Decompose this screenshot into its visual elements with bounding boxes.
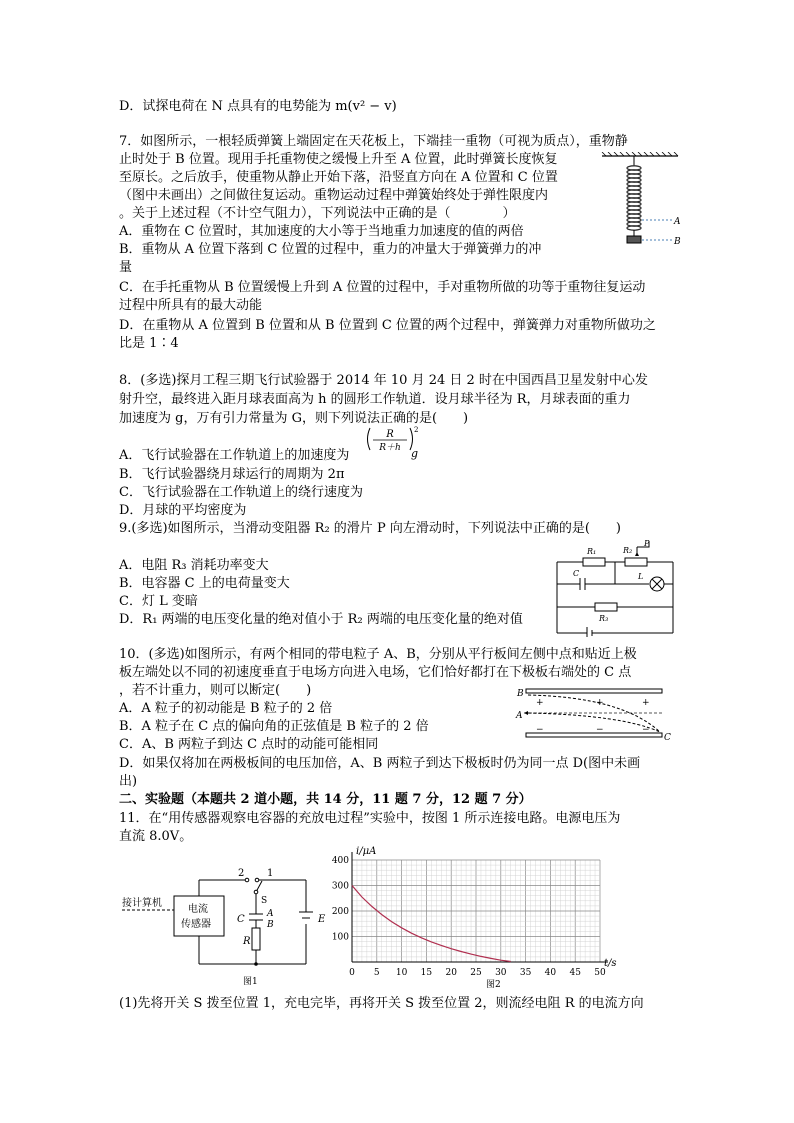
switch-s-label: S (261, 896, 268, 906)
q8-option-b: B．飞行试验器绕月球运行的周期为 2π (119, 467, 345, 482)
minus-sign: − (642, 725, 650, 735)
plus-sign: + (642, 698, 650, 708)
computer-label: 接计算机 (122, 898, 162, 909)
y-tick-label: 400 (331, 856, 349, 866)
q8-option-d: D．月球的平均密度为 (119, 503, 247, 518)
section2-heading: 二、实验题（本题共 2 道小题，共 14 分，11 题 7 分，12 题 7 分） (119, 792, 532, 807)
q7-stem-line: 至原长。之后放手，使重物从静止开始下落，沿竖直方向在 A 位置和 C 位置 (119, 170, 558, 185)
q9-option-b: B．电容器 C 上的电荷量变大 (119, 576, 290, 591)
q9-option-c: C．灯 L 变暗 (119, 594, 198, 609)
label-b: B (674, 237, 681, 247)
position-2-label: 2 (238, 868, 245, 879)
q11-part1: (1)先将开关 S 拨至位置 1，充电完毕，再将开关 S 拨至位置 2，则流经电阻 R 的电流方向 (119, 996, 644, 1011)
x-tick-label: 50 (594, 968, 606, 978)
battery-e-label: E (318, 914, 326, 925)
minus-sign: − (536, 725, 544, 735)
q7-option-b-cont: 量 (119, 260, 133, 275)
x-tick-label: 25 (470, 968, 482, 978)
weight-block (627, 236, 641, 243)
q7-option-c-cont: 过程中所具有的最大动能 (119, 298, 263, 313)
q10-option-a: A．A 粒子的初动能是 B 粒子的 2 倍 (119, 701, 333, 716)
y-tick-label: 200 (331, 907, 349, 917)
y-tick-label: 300 (331, 881, 349, 892)
sensor-label: 电流 (188, 904, 208, 915)
q7-option-d: D．在重物从 A 位置到 B 位置和从 B 位置到 C 位置的两个过程中，弹簧弹力对重物所做功之 (119, 318, 656, 333)
q9-circuit-figure (553, 537, 683, 637)
x-tick-label: 0 (349, 968, 355, 978)
capacitor-c-label: C (237, 914, 245, 925)
q11-stem-line: 直流 8.0V。 (119, 829, 193, 844)
q9-option-d: D．R₁ 两端的电压变化量的绝对值小于 R₂ 两端的电压变化量的绝对值 (119, 612, 523, 627)
x-tick-label: 15 (420, 968, 433, 978)
q6-option-d: D．试探电荷在 N 点具有的电势能为 m(v² − v) (119, 99, 397, 114)
x-tick-label: 40 (544, 968, 557, 978)
formula-numerator: R (386, 429, 394, 440)
q8-stem-line: 8．(多选)探月工程三期飞行试验器于 2014 年 10 月 24 日 2 时在中国西昌卫星发射中心发 (119, 373, 648, 388)
label-l: L (638, 572, 644, 581)
q10-option-d-cont: 出) (119, 774, 138, 789)
formula-g: g (411, 447, 419, 460)
plate-a-label: A (267, 909, 274, 919)
y-tick-label: 100 (331, 932, 349, 943)
q10-option-d: D．如果仅将加在两极板间的电压加倍，A、B 两粒子到达下极板时仍为同一点 D(图中未画 (119, 756, 641, 771)
q8-option-a: A．飞行试验器在工作轨道上的加速度为 (119, 448, 350, 463)
q10-option-b: B．A 粒子在 C 点的偏向角的正弦值是 B 粒子的 2 倍 (119, 719, 429, 734)
q10-option-c: C．A、B 两粒子到达 C 点时的动能可能相同 (119, 737, 379, 752)
formula-exponent: 2 (414, 426, 419, 434)
label-r1: R₁ (587, 547, 597, 556)
x-tick-label: 45 (569, 968, 581, 978)
label-a: A (516, 711, 523, 721)
fig2-caption: 图2 (486, 980, 501, 990)
q10-plates-figure (512, 685, 677, 747)
formula-denominator: R＋h (379, 443, 401, 453)
plus-sign: + (596, 698, 604, 708)
x-tick-label: 5 (373, 968, 380, 978)
chart-xlabel: t/s (604, 958, 617, 969)
x-tick-label: 35 (519, 968, 532, 978)
fig1-caption: 图1 (243, 977, 258, 987)
label-b: B (517, 689, 524, 699)
q7-stem-line: 7．如图所示，一根轻质弹簧上端固定在天花板上，下端挂一重物（可视为质点），重物静 (119, 134, 628, 149)
plus-sign: + (536, 698, 544, 708)
q8-stem-line: 射升空，最终进入距月球表面高为 h 的圆形工作轨道．设月球半径为 R，月球表面的重力 (119, 392, 631, 407)
q7-stem-line: 。关于上述过程（不计空气阻力），下列说法中正确的是（ ） (119, 206, 516, 221)
label-c: C (573, 569, 580, 578)
q7-option-b: B．重物从 A 位置下落到 C 位置的过程中，重力的冲量大于弹簧弹力的冲 (119, 242, 542, 257)
q8-stem-line: 加速度为 g，万有引力常量为 G，则下列说法正确的是( ) (119, 411, 469, 426)
fig2-chart (328, 843, 628, 990)
q10-stem-line: 板左端处以不同的初速度垂直于电场方向进入电场，它们恰好都打在下极板右端处的 C 点 (119, 665, 632, 680)
q8-formula (364, 425, 424, 465)
sensor-label: 传感器 (181, 919, 211, 930)
x-tick-label: 30 (495, 968, 507, 978)
label-p: P (644, 539, 650, 548)
label-c: C (664, 733, 671, 743)
fig1-circuit (119, 866, 341, 990)
q11-stem-line: 11．在“用传感器观察电容器的充放电过程”实验中，按图 1 所示连接电路。电源电压为 (119, 811, 621, 826)
label-r2: R₂ (623, 546, 633, 555)
chart-ylabel: i/μA (356, 846, 377, 857)
q10-stem-line: 10．(多选)如图所示，有两个相同的带电粒子 A、B，分别从平行板间左侧中点和贴近上极 (119, 647, 637, 662)
q9-stem: 9.(多选)如图所示，当滑动变阻器 R₂ 的滑片 P 向左滑动时，下列说法中正确的是( ) (119, 521, 621, 536)
label-a: A (674, 217, 681, 227)
q7-option-a: A．重物在 C 位置时，其加速度的大小等于当地重力加速度的值的两倍 (119, 224, 524, 239)
resistor-r-label: R (243, 936, 251, 947)
x-tick-label: 20 (445, 968, 457, 978)
q7-option-c: C．在手托重物从 B 位置缓慢上升到 A 位置的过程中，手对重物所做的功等于重物往复运动 (119, 280, 646, 295)
x-tick-label: 10 (395, 968, 408, 978)
q7-option-d-cont: 比是 1∶4 (119, 336, 179, 351)
q7-stem-line: （图中未画出）之间做往复运动。重物运动过程中弹簧始终处于弹性限度内 (119, 188, 549, 203)
q10-stem-line: ，若不计重力，则可以断定( ) (119, 683, 312, 698)
position-1-label: 1 (267, 868, 274, 879)
q9-option-a: A．电阻 R₃ 消耗功率变大 (119, 558, 269, 573)
q8-option-c: C．飞行试验器在工作轨道上的绕行速度为 (119, 485, 363, 500)
plate-b-label: B (267, 920, 274, 930)
minus-sign: − (596, 725, 604, 735)
q7-stem-line: 止时处于 B 位置。现用手托重物使之缓慢上升至 A 位置，此时弹簧长度恢复 (119, 152, 558, 167)
label-r3: R₃ (599, 614, 609, 623)
spring-figure (598, 152, 683, 252)
